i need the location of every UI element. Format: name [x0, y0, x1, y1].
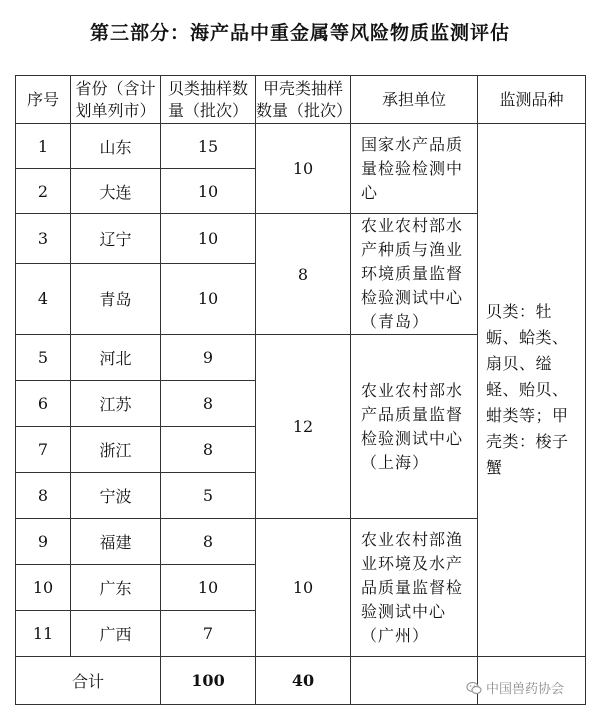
- kinds-cell: 贝类：牡蛎、蛤类、扇贝、缢蛏、贻贝、蚶类等；甲壳类：梭子蟹: [478, 124, 586, 657]
- seq-cell: 10: [16, 565, 71, 611]
- province-cell: 河北: [71, 335, 161, 381]
- total-shell: 100: [161, 657, 256, 705]
- province-cell: 广东: [71, 565, 161, 611]
- province-cell: 山东: [71, 124, 161, 169]
- header-shell-count: 贝类抽样数量（批次）: [161, 76, 256, 124]
- province-cell: 江苏: [71, 381, 161, 427]
- crust-count-cell: 8: [256, 214, 351, 335]
- seq-cell: 1: [16, 124, 71, 169]
- province-cell: 大连: [71, 169, 161, 214]
- shell-count-cell: 10: [161, 214, 256, 264]
- crust-count-cell: 10: [256, 519, 351, 657]
- seq-cell: 3: [16, 214, 71, 264]
- shell-count-cell: 8: [161, 427, 256, 473]
- watermark: [466, 678, 564, 697]
- total-org-empty: [351, 657, 478, 705]
- shell-count-cell: 9: [161, 335, 256, 381]
- province-cell: 浙江: [71, 427, 161, 473]
- header-seq: 序号: [16, 76, 71, 124]
- shell-count-cell: 10: [161, 565, 256, 611]
- seq-cell: 5: [16, 335, 71, 381]
- seq-cell: 11: [16, 611, 71, 657]
- seq-cell: 7: [16, 427, 71, 473]
- total-label: 合计: [16, 657, 161, 705]
- crust-count-cell: 12: [256, 335, 351, 519]
- seq-cell: 9: [16, 519, 71, 565]
- header-org: 承担单位: [351, 76, 478, 124]
- crust-count-cell: 10: [256, 124, 351, 214]
- province-cell: 辽宁: [71, 214, 161, 264]
- shell-count-cell: 10: [161, 169, 256, 214]
- header-crust-count: 甲壳类抽样数量（批次）: [256, 76, 351, 124]
- shell-count-cell: 5: [161, 473, 256, 519]
- wechat-icon: [466, 680, 482, 696]
- document-title: 第三部分：海产品中重金属等风险物质监测评估: [89, 22, 510, 44]
- seq-cell: 2: [16, 169, 71, 214]
- shell-count-cell: 8: [161, 519, 256, 565]
- org-cell: 农业农村部渔业环境及水产品质量监督检验测试中心（广州）: [351, 519, 478, 657]
- seq-cell: 4: [16, 263, 71, 334]
- org-cell: 国家水产品质量检验检测中心: [351, 124, 478, 214]
- header-province: 省份（含计划单列市）: [71, 76, 161, 124]
- org-cell: 农业农村部水产种质与渔业环境质量监督检验测试中心（青岛）: [351, 214, 478, 335]
- province-cell: 广西: [71, 611, 161, 657]
- watermark-text: 中国兽药协会: [486, 682, 565, 697]
- seq-cell: 8: [16, 473, 71, 519]
- total-crust: 40: [256, 657, 351, 705]
- table-row: [16, 124, 586, 169]
- province-cell: 宁波: [71, 473, 161, 519]
- shell-count-cell: 7: [161, 611, 256, 657]
- org-cell: 农业农村部水产品质量监督检验测试中心（上海）: [351, 335, 478, 519]
- header-kinds: 监测品种: [478, 76, 586, 124]
- seq-cell: 6: [16, 381, 71, 427]
- province-cell: 福建: [71, 519, 161, 565]
- shell-count-cell: 8: [161, 381, 256, 427]
- province-cell: 青岛: [71, 263, 161, 334]
- header-row: [16, 76, 586, 124]
- shell-count-cell: 10: [161, 263, 256, 334]
- monitoring-table: [15, 75, 586, 705]
- shell-count-cell: 15: [161, 124, 256, 169]
